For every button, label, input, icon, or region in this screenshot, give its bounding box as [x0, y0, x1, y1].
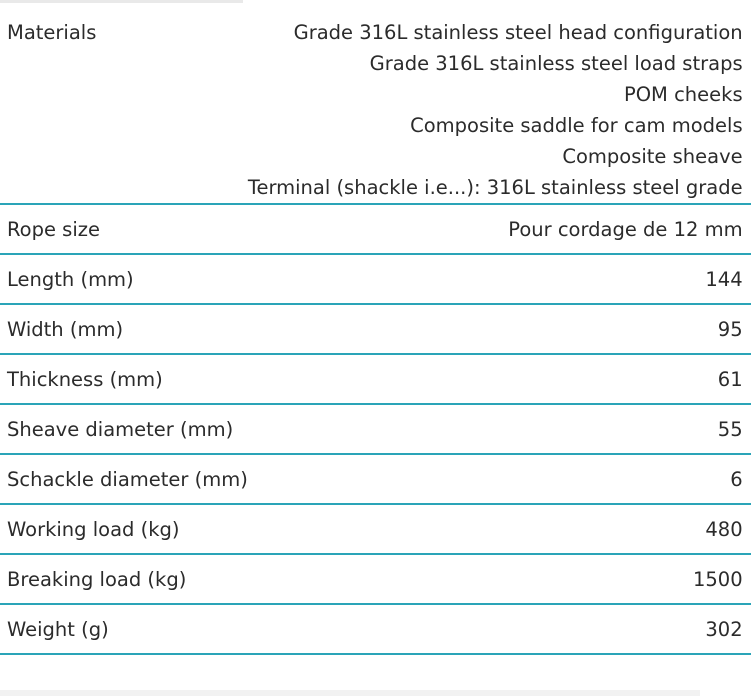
materials-item: Composite saddle for cam models	[410, 114, 743, 137]
working-load-value: 480	[248, 504, 751, 554]
materials-item: Grade 316L stainless steel load straps	[369, 52, 743, 75]
breaking-load-label: Breaking load (kg)	[0, 554, 248, 604]
table-row-sheave-diameter	[0, 404, 751, 454]
table-row-weight	[0, 604, 751, 654]
working-load-label: Working load (kg)	[0, 504, 248, 554]
sheave-diameter-value: 55	[248, 404, 751, 454]
width-value: 95	[248, 304, 751, 354]
schackle-diameter-value: 6	[248, 454, 751, 504]
sheave-diameter-label: Sheave diameter (mm)	[0, 404, 248, 454]
materials-item: Grade 316L stainless steel head configuration	[293, 21, 743, 44]
table-row-materials	[0, 0, 751, 204]
thickness-value: 61	[248, 354, 751, 404]
rope-size-label: Rope size	[0, 204, 248, 254]
table-row-rope-size	[0, 204, 751, 254]
materials-item: POM cheeks	[623, 83, 743, 106]
weight-label: Weight (g)	[0, 604, 248, 654]
breaking-load-value: 1500	[248, 554, 751, 604]
bottom-background-strip	[0, 690, 700, 696]
schackle-diameter-label: Schackle diameter (mm)	[0, 454, 248, 504]
table-row-length	[0, 254, 751, 304]
rope-size-value: Pour cordage de 12 mm	[248, 204, 751, 254]
thickness-label: Thickness (mm)	[0, 354, 248, 404]
materials-list	[248, 0, 751, 204]
length-value: 144	[248, 254, 751, 304]
table-row-schackle-diameter	[0, 454, 751, 504]
table-row-breaking-load	[0, 554, 751, 604]
materials-item: Terminal (shackle i.e...): 316L stainless steel grade	[247, 176, 743, 199]
materials-item: Composite sheave	[562, 145, 743, 168]
weight-value: 302	[248, 604, 751, 654]
length-label: Length (mm)	[0, 254, 248, 304]
materials-label: Materials	[0, 0, 248, 204]
table-row-thickness	[0, 354, 751, 404]
width-label: Width (mm)	[0, 304, 248, 354]
table-row-width	[0, 304, 751, 354]
table-row-working-load	[0, 504, 751, 554]
